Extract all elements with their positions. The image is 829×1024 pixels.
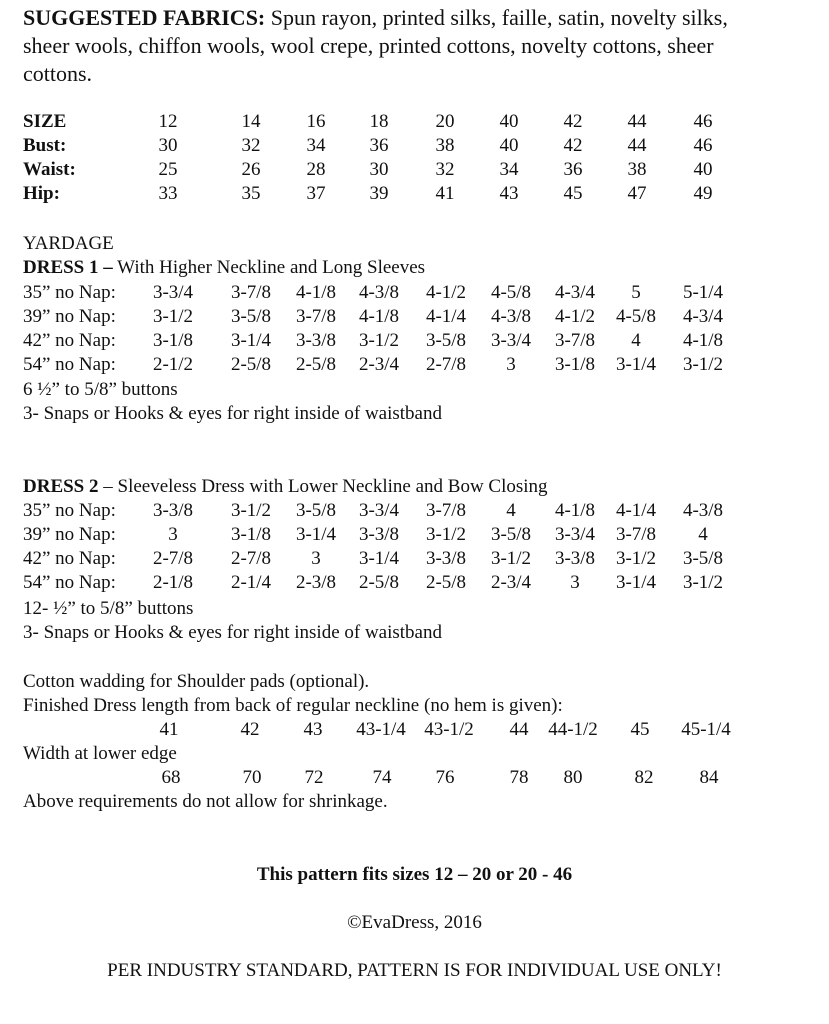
dress1-description: With Higher Neckline and Long Sleeves xyxy=(112,257,426,278)
table-cell: 3-1/2 xyxy=(230,500,272,521)
table-cell: 3-1/4 xyxy=(615,354,657,375)
table-cell: 3 xyxy=(570,572,580,593)
table-row xyxy=(0,330,829,352)
fabrics-text-3: cottons. xyxy=(23,61,93,86)
table-cell: 16 xyxy=(306,111,326,132)
table-cell: 3-5/8 xyxy=(230,306,272,327)
table-cell: 3-1/2 xyxy=(152,306,194,327)
table-cell: 3-1/4 xyxy=(230,330,272,351)
table-cell: 4-5/8 xyxy=(490,282,532,303)
table-cell: 34 xyxy=(499,159,519,180)
value-cell: 72 xyxy=(304,767,324,788)
table-cell: 38 xyxy=(627,159,647,180)
value-cell: 70 xyxy=(242,767,262,788)
table-cell: 47 xyxy=(627,183,647,204)
table-cell: 3-7/8 xyxy=(230,282,272,303)
value-cell: 78 xyxy=(509,767,529,788)
table-cell: 4-5/8 xyxy=(615,306,657,327)
fit-statement: This pattern fits sizes 12 – 20 or 20 - 46 xyxy=(256,864,573,885)
table-cell: 36 xyxy=(563,159,583,180)
table-cell: 3-7/8 xyxy=(554,330,596,351)
table-cell: 3-7/8 xyxy=(615,524,657,545)
table-cell: 4-1/8 xyxy=(682,330,724,351)
table-cell: 3-1/2 xyxy=(425,524,467,545)
table-cell: 4 xyxy=(698,524,708,545)
table-cell: 33 xyxy=(158,183,178,204)
width-label: Width at lower edge xyxy=(23,743,177,764)
table-cell: 2-1/8 xyxy=(152,572,194,593)
table-cell: 4-3/4 xyxy=(554,282,596,303)
table-row xyxy=(0,306,829,328)
row-label: 39” no Nap: xyxy=(23,524,116,545)
table-cell: 4-1/8 xyxy=(295,282,337,303)
table-cell: 4-1/2 xyxy=(425,282,467,303)
table-cell: 2-5/8 xyxy=(230,354,272,375)
value-cell: 84 xyxy=(699,767,719,788)
dress1-buttons-note: 6 ½” to 5/8” buttons xyxy=(23,379,178,400)
table-cell: 49 xyxy=(693,183,713,204)
table-row xyxy=(0,354,829,376)
fabrics-text-1: Spun rayon, printed silks, faille, satin, novelty silks, xyxy=(270,5,728,30)
row-label: Bust: xyxy=(23,135,67,156)
table-cell: 2-7/8 xyxy=(230,548,272,569)
table-cell: 2-7/8 xyxy=(152,548,194,569)
table-cell: 42 xyxy=(563,111,583,132)
table-row xyxy=(0,572,829,594)
value-cell: 68 xyxy=(161,767,181,788)
row-label: Hip: xyxy=(23,183,60,204)
table-cell: 3-3/4 xyxy=(358,500,400,521)
row-label: Waist: xyxy=(23,159,76,180)
dress1-title: DRESS 1 – xyxy=(23,257,113,278)
table-cell: 43 xyxy=(499,183,519,204)
table-cell: 25 xyxy=(158,159,178,180)
table-cell: 3-3/8 xyxy=(425,548,467,569)
value-cell: 76 xyxy=(435,767,455,788)
table-cell: 37 xyxy=(306,183,326,204)
table-cell: 3-1/4 xyxy=(295,524,337,545)
row-label: SIZE xyxy=(23,111,67,132)
table-cell: 3 xyxy=(311,548,321,569)
row-label: 39” no Nap: xyxy=(23,306,116,327)
table-cell: 3-3/8 xyxy=(152,500,194,521)
table-cell: 2-3/4 xyxy=(490,572,532,593)
table-cell: 4-1/4 xyxy=(425,306,467,327)
yardage-heading: YARDAGE xyxy=(23,233,114,254)
table-cell: 45 xyxy=(563,183,583,204)
table-cell: 3-1/8 xyxy=(152,330,194,351)
table-row xyxy=(0,183,829,205)
table-cell: 4 xyxy=(631,330,641,351)
value-cell: 43 xyxy=(303,719,323,740)
table-cell: 30 xyxy=(369,159,389,180)
table-cell: 3-3/4 xyxy=(554,524,596,545)
copyright: ©EvaDress, 2016 xyxy=(347,912,482,933)
table-cell: 4-1/4 xyxy=(615,500,657,521)
table-cell: 2-1/4 xyxy=(230,572,272,593)
table-row xyxy=(0,282,829,304)
table-cell: 3-5/8 xyxy=(490,524,532,545)
value-cell: 82 xyxy=(634,767,654,788)
table-cell: 2-1/2 xyxy=(152,354,194,375)
table-cell: 12 xyxy=(158,111,178,132)
table-cell: 4-1/8 xyxy=(358,306,400,327)
table-cell: 3-3/8 xyxy=(295,330,337,351)
row-label: 35” no Nap: xyxy=(23,282,116,303)
table-cell: 4-1/2 xyxy=(554,306,596,327)
table-cell: 34 xyxy=(306,135,326,156)
table-cell: 3-1/2 xyxy=(358,330,400,351)
table-cell: 40 xyxy=(499,135,519,156)
row-label: 42” no Nap: xyxy=(23,330,116,351)
table-cell: 5 xyxy=(631,282,641,303)
fabrics-line-1 xyxy=(23,5,728,31)
row-label: 54” no Nap: xyxy=(23,572,116,593)
usage-notice: PER INDUSTRY STANDARD, PATTERN IS FOR INDIVIDUAL USE ONLY! xyxy=(107,960,722,981)
table-cell: 3-1/2 xyxy=(682,354,724,375)
table-cell: 3-3/4 xyxy=(490,330,532,351)
value-cell: 44 xyxy=(509,719,529,740)
table-cell: 42 xyxy=(563,135,583,156)
dress2-title: DRESS 2 xyxy=(23,476,99,497)
value-cell: 80 xyxy=(563,767,583,788)
table-cell: 2-5/8 xyxy=(295,354,337,375)
table-cell: 40 xyxy=(693,159,713,180)
dress2-description: – Sleeveless Dress with Lower Neckline and Bow Closing xyxy=(98,476,548,497)
table-cell: 3-1/8 xyxy=(554,354,596,375)
value-cell: 45 xyxy=(630,719,650,740)
table-cell: 4-3/4 xyxy=(682,306,724,327)
table-row xyxy=(0,524,829,546)
table-cell: 3-1/2 xyxy=(490,548,532,569)
shrinkage-note: Above requirements do not allow for shrinkage. xyxy=(23,791,388,812)
table-cell: 20 xyxy=(435,111,455,132)
table-cell: 41 xyxy=(435,183,455,204)
value-cell: 74 xyxy=(372,767,392,788)
table-cell: 38 xyxy=(435,135,455,156)
dress1-heading xyxy=(23,257,425,279)
table-cell: 4-3/8 xyxy=(358,282,400,303)
table-cell: 44 xyxy=(627,111,647,132)
table-cell: 3 xyxy=(506,354,516,375)
table-cell: 3-3/8 xyxy=(358,524,400,545)
table-cell: 3-1/4 xyxy=(615,572,657,593)
table-cell: 4-1/8 xyxy=(554,500,596,521)
row-label: 54” no Nap: xyxy=(23,354,116,375)
table-cell: 40 xyxy=(499,111,519,132)
table-cell: 3 xyxy=(168,524,178,545)
table-cell: 3-5/8 xyxy=(682,548,724,569)
dress1-snaps-note: 3- Snaps or Hooks & eyes for right inside of waistband xyxy=(23,403,442,424)
table-cell: 35 xyxy=(241,183,261,204)
table-cell: 5-1/4 xyxy=(682,282,724,303)
table-cell: 3-1/2 xyxy=(615,548,657,569)
table-cell: 3-1/4 xyxy=(358,548,400,569)
table-cell: 3-1/8 xyxy=(230,524,272,545)
fabrics-label: SUGGESTED FABRICS: xyxy=(23,5,266,30)
table-cell: 2-5/8 xyxy=(358,572,400,593)
dress2-snaps-note: 3- Snaps or Hooks & eyes for right inside of waistband xyxy=(23,622,442,643)
value-cell: 43-1/2 xyxy=(424,719,474,740)
table-cell: 28 xyxy=(306,159,326,180)
table-cell: 32 xyxy=(435,159,455,180)
table-cell: 3-5/8 xyxy=(425,330,467,351)
table-cell: 3-1/2 xyxy=(682,572,724,593)
table-cell: 4-3/8 xyxy=(682,500,724,521)
dress2-buttons-note: 12- ½” to 5/8” buttons xyxy=(23,598,194,619)
table-cell: 2-3/4 xyxy=(358,354,400,375)
wadding-note: Cotton wadding for Shoulder pads (optional). xyxy=(23,671,370,692)
row-label: 35” no Nap: xyxy=(23,500,116,521)
value-cell: 43-1/4 xyxy=(356,719,406,740)
table-cell: 2-3/8 xyxy=(295,572,337,593)
table-cell: 46 xyxy=(693,135,713,156)
table-row xyxy=(0,135,829,157)
row-label: 42” no Nap: xyxy=(23,548,116,569)
table-cell: 44 xyxy=(627,135,647,156)
table-cell: 32 xyxy=(241,135,261,156)
table-cell: 26 xyxy=(241,159,261,180)
table-row xyxy=(0,111,829,133)
fabrics-text-2: sheer wools, chiffon wools, wool crepe, printed cottons, novelty cottons, sheer xyxy=(23,33,714,58)
table-cell: 2-5/8 xyxy=(425,572,467,593)
table-cell: 3-3/4 xyxy=(152,282,194,303)
table-row xyxy=(0,548,829,570)
table-cell: 3-5/8 xyxy=(295,500,337,521)
value-cell: 42 xyxy=(240,719,260,740)
table-cell: 30 xyxy=(158,135,178,156)
table-cell: 14 xyxy=(241,111,261,132)
table-cell: 3-3/8 xyxy=(554,548,596,569)
table-cell: 39 xyxy=(369,183,389,204)
value-cell: 45-1/4 xyxy=(681,719,731,740)
table-cell: 3-7/8 xyxy=(425,500,467,521)
value-cell: 41 xyxy=(159,719,179,740)
table-row xyxy=(0,159,829,181)
table-cell: 4-3/8 xyxy=(490,306,532,327)
table-cell: 36 xyxy=(369,135,389,156)
table-cell: 18 xyxy=(369,111,389,132)
table-cell: 46 xyxy=(693,111,713,132)
table-cell: 3-7/8 xyxy=(295,306,337,327)
table-cell: 2-7/8 xyxy=(425,354,467,375)
table-row xyxy=(0,500,829,522)
table-cell: 4 xyxy=(506,500,516,521)
length-label: Finished Dress length from back of regular neckline (no hem is given): xyxy=(23,695,563,716)
value-cell: 44-1/2 xyxy=(548,719,598,740)
dress2-heading xyxy=(23,476,548,498)
